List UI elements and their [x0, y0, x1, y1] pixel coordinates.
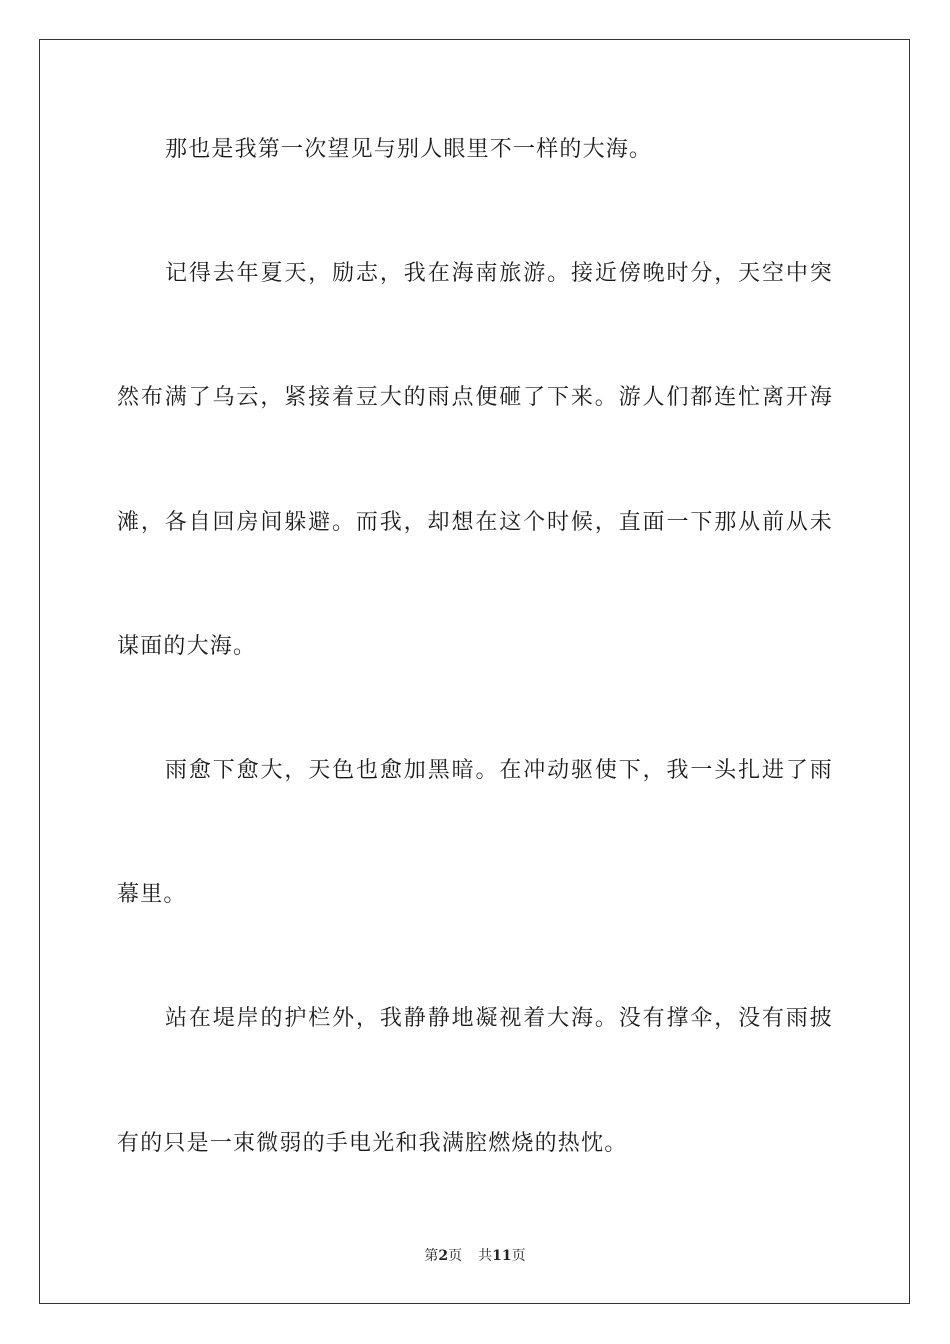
footer-total-prefix: 共 — [478, 1248, 493, 1264]
paragraph-line-6: 雨愈下愈大，天色也愈加黑暗。在冲动驱使下，我一头扎进了雨 — [165, 758, 833, 783]
paragraph-line-1: 那也是我第一次望见与别人眼里不一样的大海。 — [165, 137, 653, 162]
paragraph-line-4: 滩，各自回房间躲避。而我，却想在这个时候，直面一下那从前从未 — [117, 510, 833, 535]
page-border — [39, 39, 910, 1304]
paragraph-line-5: 谋面的大海。 — [117, 634, 257, 659]
footer-total-number: 11 — [492, 1248, 512, 1264]
paragraph-line-9: 有的只是一束微弱的手电光和我满腔燃烧的热忱。 — [117, 1131, 628, 1156]
paragraph-line-3: 然布满了乌云，紧接着豆大的雨点便砸了下来。游人们都连忙离开海 — [117, 385, 833, 410]
paragraph-line-7: 幕里。 — [117, 882, 187, 907]
paragraph-line-8: 站在堤岸的护栏外，我静静地凝视着大海。没有撑伞，没有雨披 — [165, 1006, 833, 1031]
footer-page-prefix: 第 — [424, 1248, 439, 1264]
paragraph-line-2: 记得去年夏天，励志，我在海南旅游。接近傍晚时分，天空中突 — [165, 261, 833, 286]
footer-page-suffix: 页 — [448, 1248, 463, 1264]
footer-page-number: 2 — [438, 1248, 449, 1264]
page-footer — [0, 1247, 950, 1265]
footer-total-suffix: 页 — [511, 1248, 526, 1264]
